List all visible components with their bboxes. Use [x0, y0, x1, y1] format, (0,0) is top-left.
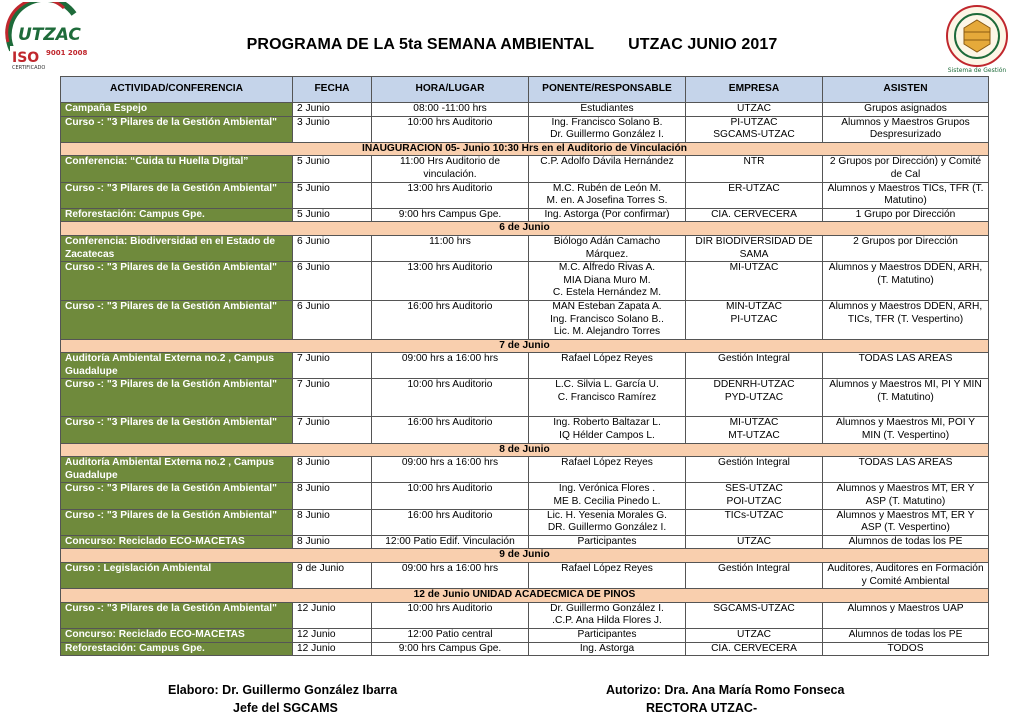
speaker-cell: Rafael López Reyes — [529, 563, 686, 589]
activity-cell: Reforestación: Campus Gpe. — [61, 642, 293, 656]
speaker-cell: Biólogo Adán Camacho Márquez. — [529, 235, 686, 261]
footer-elaboro-cargo: Jefe del SGCAMS — [233, 701, 338, 715]
company-cell: PI-UTZAC SGCAMS-UTZAC — [686, 116, 823, 142]
attendees-cell: Auditores, Auditores en Formación y Comité Ambiental — [823, 563, 989, 589]
time-place-cell: 10:00 hrs Auditorio — [372, 379, 529, 417]
date-cell: 6 Junio — [293, 235, 372, 261]
table-body — [61, 103, 989, 656]
time-place-cell: 9:00 hrs Campus Gpe. — [372, 642, 529, 656]
logo-iso-text: ISO — [12, 50, 40, 66]
date-cell: 6 Junio — [293, 300, 372, 339]
table-row — [61, 262, 989, 301]
title-utzac: UTZAC JUNIO 2017 — [628, 36, 778, 53]
day-separator-row — [61, 142, 989, 156]
activity-cell: Curso : Legislación Ambiental — [61, 563, 293, 589]
company-cell: NTR — [686, 156, 823, 182]
attendees-cell: Alumnos y Maestros Grupos Despresurizado — [823, 116, 989, 142]
title-program: PROGRAMA DE LA 5ta SEMANA AMBIENTAL — [246, 36, 595, 53]
day-separator: 6 de Junio — [61, 222, 989, 236]
speaker-cell: Estudiantes — [529, 103, 686, 117]
day-separator: INAUGURACION 05- Junio 10:30 Hrs en el Auditorio de Vinculación — [61, 142, 989, 156]
day-separator-row — [61, 222, 989, 236]
time-place-cell: 09:00 hrs a 16:00 hrs — [372, 563, 529, 589]
date-cell: 5 Junio — [293, 156, 372, 182]
attendees-cell: Alumnos y Maestros MI, POI Y MIN (T. Vespertino) — [823, 417, 989, 443]
table-row — [61, 535, 989, 549]
activity-cell: Concurso: Reciclado ECO-MACETAS — [61, 535, 293, 549]
speaker-cell: Ing. Astorga (Por confirmar) — [529, 208, 686, 222]
speaker-cell: Dr. Guillermo González I. .C.P. Ana Hilda Flores J. — [529, 602, 686, 628]
activity-cell: Auditoría Ambiental Externa no.2 , Campus Guadalupe — [61, 353, 293, 379]
activity-cell: Curso -: "3 Pilares de la Gestión Ambiental" — [61, 116, 293, 142]
header-row — [61, 77, 989, 103]
date-cell: 12 Junio — [293, 642, 372, 656]
time-place-cell: 11:00 hrs — [372, 235, 529, 261]
date-cell: 5 Junio — [293, 208, 372, 222]
attendees-cell: Alumnos y Maestros DDEN, ARH, (T. Matutino) — [823, 262, 989, 301]
date-cell: 7 Junio — [293, 353, 372, 379]
attendees-cell: Grupos asignados — [823, 103, 989, 117]
company-cell: DIR BIODIVERSIDAD DE SAMA — [686, 235, 823, 261]
time-place-cell: 12:00 Patio Edif. Vinculación — [372, 535, 529, 549]
activity-cell: Curso -: "3 Pilares de la Gestión Ambiental" — [61, 379, 293, 417]
speaker-cell: Participantes — [529, 535, 686, 549]
speaker-cell: Rafael López Reyes — [529, 457, 686, 483]
time-place-cell: 10:00 hrs Auditorio — [372, 483, 529, 509]
speaker-cell: Ing. Astorga — [529, 642, 686, 656]
date-cell: 7 Junio — [293, 417, 372, 443]
day-separator: 12 de Junio UNIDAD ACADECMICA DE PINOS — [61, 589, 989, 603]
schedule-table — [60, 76, 989, 656]
attendees-cell: 2 Grupos por Dirección) y Comité de Cal — [823, 156, 989, 182]
footer-autorizo-cargo: RECTORA UTZAC- — [646, 701, 758, 715]
logo-iso-numbers: 9001 2008 — [46, 49, 88, 57]
company-cell: Gestión Integral — [686, 353, 823, 379]
attendees-cell: Alumnos y Maestros MT, ER Y ASP (T. Matutino) — [823, 483, 989, 509]
table-row — [61, 353, 989, 379]
speaker-cell: Lic. H. Yesenia Morales G. DR. Guillermo González I. — [529, 509, 686, 535]
speaker-cell: MAN Esteban Zapata A. Ing. Francisco Solano B.. Lic. M. Alejandro Torres — [529, 300, 686, 339]
day-separator-row — [61, 549, 989, 563]
activity-cell: Curso -: "3 Pilares de la Gestión Ambiental" — [61, 602, 293, 628]
day-separator: 8 de Junio — [61, 443, 989, 457]
table-row — [61, 563, 989, 589]
activity-cell: Curso -: "3 Pilares de la Gestión Ambiental" — [61, 483, 293, 509]
col-header-empresa: EMPRESA — [686, 77, 823, 103]
day-separator: 9 de Junio — [61, 549, 989, 563]
col-header-ponente: PONENTE/RESPONSABLE — [529, 77, 686, 103]
speaker-cell: Ing. Francisco Solano B. Dr. Guillermo González I. — [529, 116, 686, 142]
day-separator-row — [61, 443, 989, 457]
date-cell: 12 Junio — [293, 628, 372, 642]
attendees-cell: Alumnos y Maestros TICs, TFR (T. Matutino) — [823, 182, 989, 208]
attendees-cell: Alumnos y Maestros MT, ER Y ASP (T. Vespertino) — [823, 509, 989, 535]
time-place-cell: 13:00 hrs Auditorio — [372, 182, 529, 208]
date-cell: 8 Junio — [293, 509, 372, 535]
day-separator: 7 de Junio — [61, 339, 989, 353]
date-cell: 7 Junio — [293, 379, 372, 417]
date-cell: 8 Junio — [293, 535, 372, 549]
col-header-fecha: FECHA — [293, 77, 372, 103]
table-row — [61, 116, 989, 142]
col-header-actividad: ACTIVIDAD/CONFERENCIA — [61, 77, 293, 103]
table-row — [61, 208, 989, 222]
date-cell: 12 Junio — [293, 602, 372, 628]
company-cell: SGCAMS-UTZAC — [686, 602, 823, 628]
date-cell: 2 Junio — [293, 103, 372, 117]
company-cell: UTZAC — [686, 628, 823, 642]
time-place-cell: 9:00 hrs Campus Gpe. — [372, 208, 529, 222]
activity-cell: Concurso: Reciclado ECO-MACETAS — [61, 628, 293, 642]
table-row — [61, 457, 989, 483]
table-row — [61, 509, 989, 535]
speaker-cell: Ing. Verónica Flores . ME B. Cecilia Pinedo L. — [529, 483, 686, 509]
company-cell: SES-UTZAC POI-UTZAC — [686, 483, 823, 509]
time-place-cell: 16:00 hrs Auditorio — [372, 509, 529, 535]
attendees-cell: 1 Grupo por Dirección — [823, 208, 989, 222]
date-cell: 3 Junio — [293, 116, 372, 142]
table-header — [61, 77, 989, 103]
footer-autorizo: Autorizo: Dra. Ana María Romo Fonseca — [606, 683, 845, 697]
speaker-cell: M.C. Alfredo Rivas A. MIA Diana Muro M. C. Estela Hernández M. — [529, 262, 686, 301]
attendees-cell: Alumnos de todas los PE — [823, 628, 989, 642]
speaker-cell: M.C. Rubén de León M. M. en. A Josefina Torres S. — [529, 182, 686, 208]
attendees-cell: Alumnos de todas los PE — [823, 535, 989, 549]
speaker-cell: Participantes — [529, 628, 686, 642]
attendees-cell: TODOS — [823, 642, 989, 656]
table-row — [61, 235, 989, 261]
time-place-cell: 08:00 -11:00 hrs — [372, 103, 529, 117]
activity-cell: Auditoría Ambiental Externa no.2 , Campus Guadalupe — [61, 457, 293, 483]
attendees-cell: Alumnos y Maestros DDEN, ARH, TICs, TFR (T. Vespertino) — [823, 300, 989, 339]
time-place-cell: 09:00 hrs a 16:00 hrs — [372, 353, 529, 379]
time-place-cell: 11:00 Hrs Auditorio de vinculación. — [372, 156, 529, 182]
table-row — [61, 103, 989, 117]
activity-cell: Curso -: "3 Pilares de la Gestión Ambiental" — [61, 417, 293, 443]
table-row — [61, 628, 989, 642]
company-cell: CIA. CERVECERA — [686, 642, 823, 656]
activity-cell: Reforestación: Campus Gpe. — [61, 208, 293, 222]
activity-cell: Campaña Espejo — [61, 103, 293, 117]
time-place-cell: 12:00 Patio central — [372, 628, 529, 642]
activity-cell: Curso -: "3 Pilares de la Gestión Ambiental" — [61, 182, 293, 208]
company-cell: MI-UTZAC — [686, 262, 823, 301]
time-place-cell: 16:00 hrs Auditorio — [372, 417, 529, 443]
date-cell: 5 Junio — [293, 182, 372, 208]
footer-elaboro: Elaboro: Dr. Guillermo González Ibarra — [168, 683, 398, 697]
date-cell: 8 Junio — [293, 483, 372, 509]
company-cell: CIA. CERVECERA — [686, 208, 823, 222]
table-row — [61, 300, 989, 339]
company-cell: UTZAC — [686, 103, 823, 117]
table-row — [61, 642, 989, 656]
activity-cell: Curso -: "3 Pilares de la Gestión Ambiental" — [61, 262, 293, 301]
time-place-cell: 16:00 hrs Auditorio — [372, 300, 529, 339]
table-row — [61, 417, 989, 443]
company-cell: DDENRH-UTZAC PYD-UTZAC — [686, 379, 823, 417]
activity-cell: Conferencia: “Cuida tu Huella Digital” — [61, 156, 293, 182]
col-header-hora: HORA/LUGAR — [372, 77, 529, 103]
time-place-cell: 13:00 hrs Auditorio — [372, 262, 529, 301]
date-cell: 8 Junio — [293, 457, 372, 483]
time-place-cell: 09:00 hrs a 16:00 hrs — [372, 457, 529, 483]
attendees-cell: TODAS LAS AREAS — [823, 353, 989, 379]
table-row — [61, 156, 989, 182]
activity-cell: Curso -: "3 Pilares de la Gestión Ambiental" — [61, 300, 293, 339]
activity-cell: Conferencia: Biodiversidad en el Estado de Zacatecas — [61, 235, 293, 261]
company-cell: Gestión Integral — [686, 563, 823, 589]
speaker-cell: Ing. Roberto Baltazar L. IQ Hélder Campos L. — [529, 417, 686, 443]
company-cell: Gestión Integral — [686, 457, 823, 483]
attendees-cell: Alumnos y Maestros UAP — [823, 602, 989, 628]
company-cell: ER-UTZAC — [686, 182, 823, 208]
table-row — [61, 182, 989, 208]
day-separator-row — [61, 589, 989, 603]
col-header-asisten: ASISTEN — [823, 77, 989, 103]
company-cell: UTZAC — [686, 535, 823, 549]
table-row — [61, 602, 989, 628]
attendees-cell: 2 Grupos por Dirección — [823, 235, 989, 261]
page-title — [0, 36, 1024, 54]
company-cell: MI-UTZAC MT-UTZAC — [686, 417, 823, 443]
speaker-cell: Rafael López Reyes — [529, 353, 686, 379]
activity-cell: Curso -: "3 Pilares de la Gestión Ambiental" — [61, 509, 293, 535]
logo-utzac-text: UTZAC — [18, 25, 81, 45]
table-row — [61, 483, 989, 509]
logo-cert-text: CERTIFICADO — [12, 65, 46, 71]
speaker-cell: C.P. Adolfo Dávila Hernández — [529, 156, 686, 182]
attendees-cell: Alumnos y Maestros MI, PI Y MIN (T. Matutino) — [823, 379, 989, 417]
seal-text: Sistema de Gestión — [947, 67, 1007, 74]
table-row — [61, 379, 989, 417]
time-place-cell: 10:00 hrs Auditorio — [372, 602, 529, 628]
date-cell: 6 Junio — [293, 262, 372, 301]
time-place-cell: 10:00 hrs Auditorio — [372, 116, 529, 142]
speaker-cell: L.C. Silvia L. García U. C. Francisco Ramírez — [529, 379, 686, 417]
company-cell: MIN-UTZAC PI-UTZAC — [686, 300, 823, 339]
date-cell: 9 de Junio — [293, 563, 372, 589]
day-separator-row — [61, 339, 989, 353]
attendees-cell: TODAS LAS AREAS — [823, 457, 989, 483]
company-cell: TICs-UTZAC — [686, 509, 823, 535]
